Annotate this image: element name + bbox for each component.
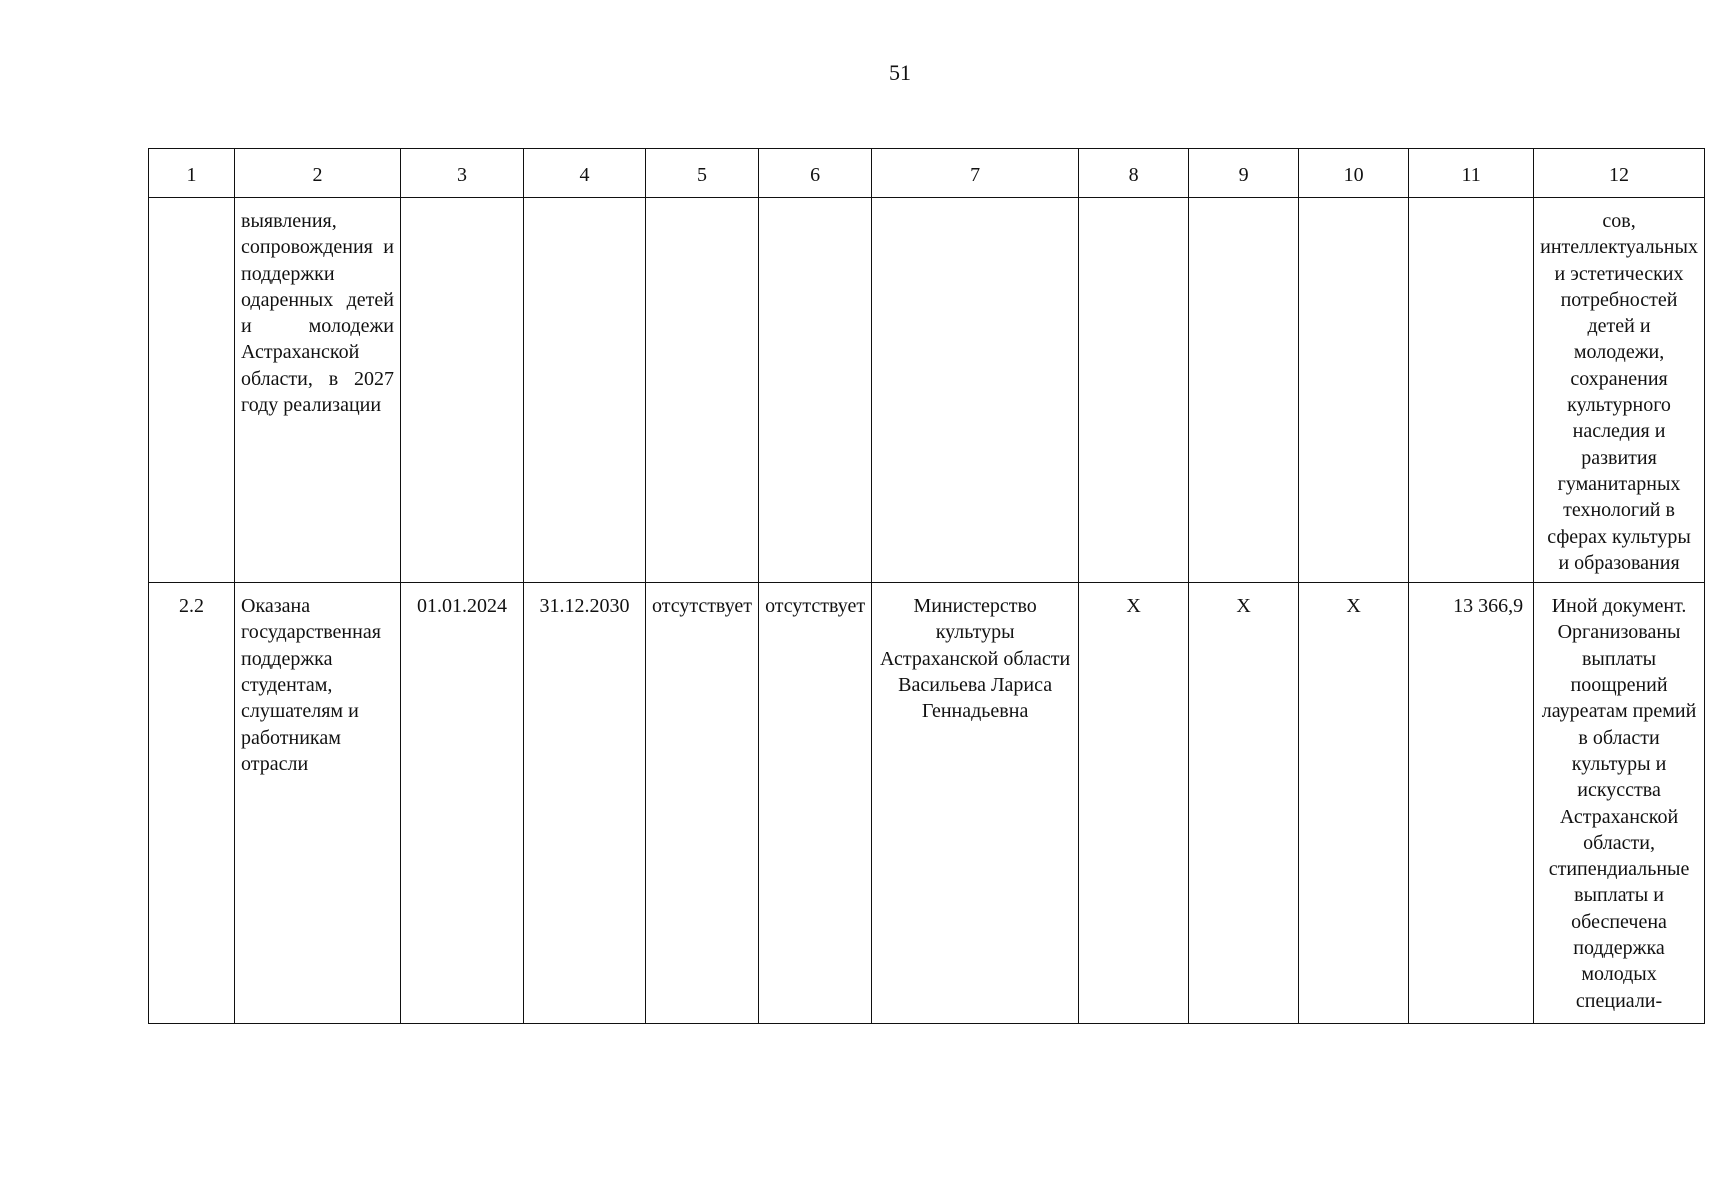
cell-end-date: 31.12.2030	[524, 583, 646, 1024]
header-cell-6: 6	[759, 149, 872, 198]
cell-col-10	[1299, 198, 1409, 583]
table-row-2-2	[149, 583, 1705, 1024]
cell-start-date	[401, 198, 524, 583]
header-cell-8: 8	[1079, 149, 1189, 198]
header-cell-2: 2	[235, 149, 401, 198]
cell-event-description: Оказана государственная поддержка студентам, слушателям и работникам отрасли	[235, 583, 401, 1024]
header-cell-5: 5	[646, 149, 759, 198]
page-number: 51	[889, 60, 911, 85]
header-cell-9: 9	[1189, 149, 1299, 198]
cell-end-date	[524, 198, 646, 583]
table-row-continuation	[149, 198, 1705, 583]
cell-col-8	[1079, 198, 1189, 583]
cell-result: Иной документ. Организованы выплаты поощрений лауреатам премий в области культуры и искусства Астраханской области, стипендиальные выплаты и обеспечена поддержка молодых специали-	[1534, 583, 1705, 1024]
cell-col-10: X	[1299, 583, 1409, 1024]
cell-number	[149, 198, 235, 583]
cell-number: 2.2	[149, 583, 235, 1024]
cell-amount: 13 366,9	[1409, 583, 1534, 1024]
cell-col-5	[646, 198, 759, 583]
cell-responsible: Министерство культуры Астраханской области Васильева Лариса Геннадьевна	[872, 583, 1079, 1024]
cell-start-date: 01.01.2024	[401, 583, 524, 1024]
header-cell-12: 12	[1534, 149, 1705, 198]
header-cell-3: 3	[401, 149, 524, 198]
events-table	[148, 148, 1705, 1024]
header-cell-11: 11	[1409, 149, 1534, 198]
cell-event-description: выявления, сопровождения и поддержки одаренных детей и молодежи Астраханской области, в 2027 году реализации	[235, 198, 401, 583]
header-cell-10: 10	[1299, 149, 1409, 198]
header-cell-7: 7	[872, 149, 1079, 198]
header-cell-4: 4	[524, 149, 646, 198]
cell-col-9: X	[1189, 583, 1299, 1024]
header-cell-1: 1	[149, 149, 235, 198]
cell-col-9	[1189, 198, 1299, 583]
cell-col-5: отсутствует	[646, 583, 759, 1024]
table-header-row	[149, 149, 1705, 198]
cell-responsible	[872, 198, 1079, 583]
cell-col-6	[759, 198, 872, 583]
cell-amount	[1409, 198, 1534, 583]
cell-col-8: X	[1079, 583, 1189, 1024]
cell-col-6: отсутствует	[759, 583, 872, 1024]
cell-result: сов, интеллектуальных и эстетических потребностей детей и молодежи, сохранения культурного наследия и развития гуманитарных технологий в сферах культуры и образования	[1534, 198, 1705, 583]
